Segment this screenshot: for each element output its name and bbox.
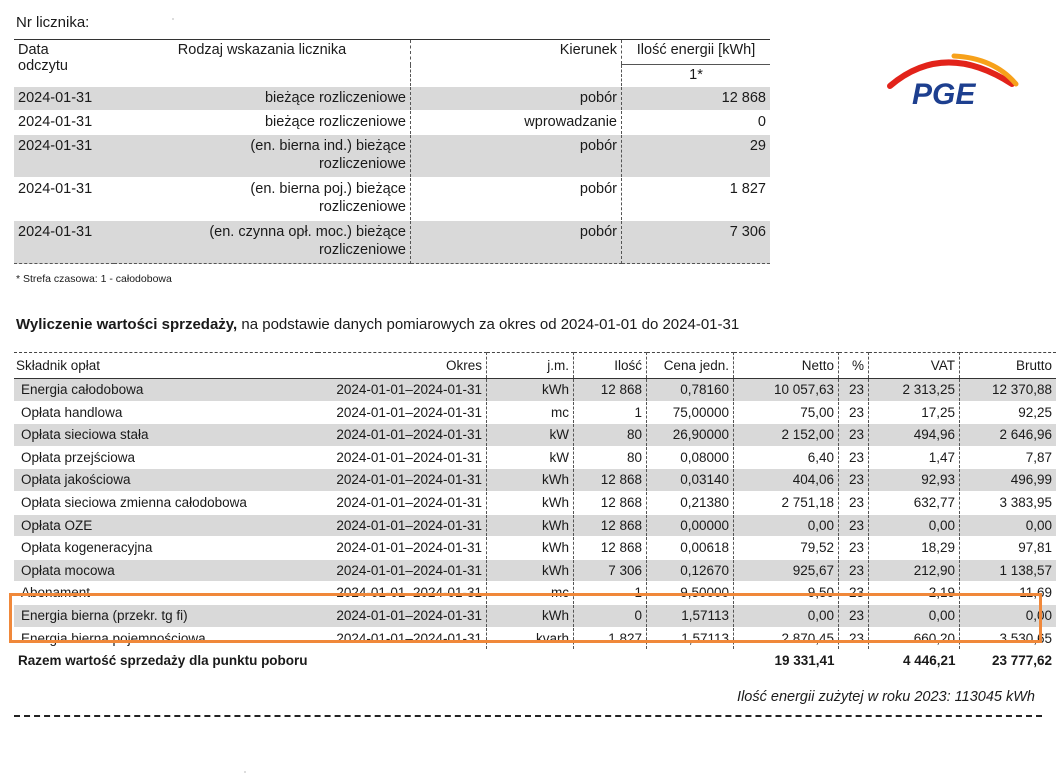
meter-number-label: Nr licznika: — [16, 14, 90, 31]
cell-gross: 97,81 — [960, 537, 1057, 560]
header-qty: Ilość — [574, 353, 647, 379]
calc-row — [14, 469, 1056, 492]
cell-pct: 23 — [839, 537, 869, 560]
meter-row: 2024-01-31 bieżące rozliczeniowe wprowadzanie 0 — [14, 111, 770, 135]
cell-price: 75,00000 — [647, 401, 734, 424]
cell-unit: kWh — [487, 469, 574, 492]
cell-period: 2024-01-01–2024-01-31 — [318, 604, 487, 627]
cell-vat: 212,90 — [869, 559, 960, 582]
calc-row — [14, 379, 1056, 402]
cell-pct: 23 — [839, 446, 869, 469]
cell-component: Abonament — [14, 582, 318, 605]
cell-gross: 496,99 — [960, 469, 1057, 492]
cell-gross: 12 370,88 — [960, 379, 1057, 402]
cell-gross: 0,00 — [960, 514, 1057, 537]
cell-qty: 12 868 — [574, 491, 647, 514]
calc-row — [14, 582, 1056, 605]
meter-row: 2024-01-31 (en. czynna opł. moc.) bieżące rozliczeniowe pobór 7 306 — [14, 221, 770, 264]
cell-price: 1,57113 — [647, 604, 734, 627]
total-label: Razem wartość sprzedaży dla punktu poboru — [14, 650, 734, 672]
cell-pct: 23 — [839, 604, 869, 627]
cell-qty: 80 — [574, 446, 647, 469]
total-gross: 23 777,62 — [960, 650, 1057, 672]
header-net: Netto — [734, 353, 839, 379]
calc-row — [14, 514, 1056, 537]
cell-unit: kWh — [487, 604, 574, 627]
cell-gross: 2 646,96 — [960, 424, 1057, 447]
cell-qty: 12 868 — [574, 379, 647, 402]
cell-qty: 1 827 — [574, 627, 647, 650]
cell-gross: 3 530,65 — [960, 627, 1057, 650]
bottom-divider — [14, 715, 1042, 717]
total-row — [14, 650, 1056, 672]
calc-title: Wyliczenie wartości sprzedaży, na podstawie danych pomiarowych za okres od 2024-01-01 do 2024-01-31 — [16, 316, 740, 333]
cell-period: 2024-01-01–2024-01-31 — [318, 582, 487, 605]
cell-component: Energia bierna (przekr. tg fi) — [14, 604, 318, 627]
cell-net: 10 057,63 — [734, 379, 839, 402]
calc-row — [14, 401, 1056, 424]
header-unit: j.m. — [487, 353, 574, 379]
cell-qty: 1 — [574, 582, 647, 605]
cell-period: 2024-01-01–2024-01-31 — [318, 469, 487, 492]
cell-unit: kWh — [487, 491, 574, 514]
cell-pct: 23 — [839, 424, 869, 447]
cell-qty: 80 — [574, 424, 647, 447]
header-pct: % — [839, 353, 869, 379]
cell-price: 0,21380 — [647, 491, 734, 514]
calc-row — [14, 446, 1056, 469]
cell-component: Opłata jakościowa — [14, 469, 318, 492]
cell-price: 26,90000 — [647, 424, 734, 447]
header-zone: 1* — [622, 65, 771, 87]
cell-unit: kW — [487, 424, 574, 447]
cell-net: 9,50 — [734, 582, 839, 605]
logo-text: PGE — [912, 78, 976, 111]
cell-period: 2024-01-01–2024-01-31 — [318, 379, 487, 402]
calc-row — [14, 627, 1056, 650]
cell-component: Opłata przejściowa — [14, 446, 318, 469]
cell-vat: 494,96 — [869, 424, 960, 447]
cell-vat: 2 313,25 — [869, 379, 960, 402]
cell-component: Opłata sieciowa stała — [14, 424, 318, 447]
cell-qty: 0 — [574, 604, 647, 627]
cell-period: 2024-01-01–2024-01-31 — [318, 446, 487, 469]
cell-net: 2 751,18 — [734, 491, 839, 514]
cell-price: 0,03140 — [647, 469, 734, 492]
cell-net: 0,00 — [734, 514, 839, 537]
cell-vat: 1,47 — [869, 446, 960, 469]
cell-gross: 3 383,95 — [960, 491, 1057, 514]
meter-readings-table — [14, 39, 770, 264]
cell-pct: 23 — [839, 582, 869, 605]
header-energy: Ilość energii [kWh] — [622, 40, 771, 65]
cell-period: 2024-01-01–2024-01-31 — [318, 491, 487, 514]
scan-speck — [172, 18, 174, 20]
cell-vat: 632,77 — [869, 491, 960, 514]
calc-row — [14, 424, 1056, 447]
yearly-usage: Ilość energii zużytej w roku 2023: 113045 kWh — [737, 689, 1035, 705]
cell-gross: 1 138,57 — [960, 559, 1057, 582]
header-price: Cena jedn. — [647, 353, 734, 379]
cell-component: Opłata kogeneracyjna — [14, 537, 318, 560]
cell-qty: 12 868 — [574, 537, 647, 560]
cell-period: 2024-01-01–2024-01-31 — [318, 537, 487, 560]
total-vat: 4 446,21 — [869, 650, 960, 672]
cell-pct: 23 — [839, 401, 869, 424]
header-date: Data odczytu — [14, 40, 114, 87]
cell-net: 0,00 — [734, 604, 839, 627]
cell-vat: 660,20 — [869, 627, 960, 650]
cell-unit: mc — [487, 401, 574, 424]
cell-component: Opłata mocowa — [14, 559, 318, 582]
cell-period: 2024-01-01–2024-01-31 — [318, 401, 487, 424]
cell-unit: kWh — [487, 379, 574, 402]
footnote: * Strefa czasowa: 1 - całodobowa — [16, 273, 172, 285]
header-type: Rodzaj wskazania licznika — [114, 40, 411, 87]
cell-qty: 12 868 — [574, 514, 647, 537]
cell-pct: 23 — [839, 469, 869, 492]
cell-net: 79,52 — [734, 537, 839, 560]
cell-component: Opłata handlowa — [14, 401, 318, 424]
cell-component: Energia całodobowa — [14, 379, 318, 402]
cell-price: 0,00000 — [647, 514, 734, 537]
cell-pct: 23 — [839, 514, 869, 537]
cell-price: 0,12670 — [647, 559, 734, 582]
cell-unit: kWh — [487, 514, 574, 537]
cell-gross: 92,25 — [960, 401, 1057, 424]
meter-row: 2024-01-31 (en. bierna ind.) bieżące rozliczeniowe pobór 29 — [14, 135, 770, 178]
calc-row — [14, 604, 1056, 627]
cell-vat: 2,19 — [869, 582, 960, 605]
cell-price: 9,50000 — [647, 582, 734, 605]
cell-unit: kvarh — [487, 627, 574, 650]
cell-net: 75,00 — [734, 401, 839, 424]
cell-qty: 1 — [574, 401, 647, 424]
cell-net: 2 870,45 — [734, 627, 839, 650]
header-direction: Kierunek — [411, 40, 622, 87]
cell-period: 2024-01-01–2024-01-31 — [318, 559, 487, 582]
header-component: Składnik opłat — [14, 353, 318, 379]
cell-unit: mc — [487, 582, 574, 605]
cell-pct: 23 — [839, 491, 869, 514]
calc-row — [14, 559, 1056, 582]
cell-gross: 7,87 — [960, 446, 1057, 469]
header-period: Okres — [318, 353, 487, 379]
cell-vat: 0,00 — [869, 514, 960, 537]
cell-period: 2024-01-01–2024-01-31 — [318, 627, 487, 650]
cell-net: 6,40 — [734, 446, 839, 469]
cell-price: 1,57113 — [647, 627, 734, 650]
scan-speck — [244, 771, 246, 773]
meter-row: 2024-01-31 (en. bierna poj.) bieżące rozliczeniowe pobór 1 827 — [14, 178, 770, 221]
cell-gross: 11,69 — [960, 582, 1057, 605]
cell-vat: 18,29 — [869, 537, 960, 560]
cell-pct: 23 — [839, 379, 869, 402]
cell-unit: kW — [487, 446, 574, 469]
cell-gross: 0,00 — [960, 604, 1057, 627]
pge-logo — [884, 46, 1024, 116]
header-vat: VAT — [869, 353, 960, 379]
cell-price: 0,08000 — [647, 446, 734, 469]
cell-net: 2 152,00 — [734, 424, 839, 447]
cell-pct: 23 — [839, 559, 869, 582]
cell-pct: 23 — [839, 627, 869, 650]
cell-net: 404,06 — [734, 469, 839, 492]
calc-row — [14, 491, 1056, 514]
cell-unit: kWh — [487, 559, 574, 582]
cell-vat: 17,25 — [869, 401, 960, 424]
cell-price: 0,00618 — [647, 537, 734, 560]
calc-table — [14, 352, 1056, 672]
cell-qty: 12 868 — [574, 469, 647, 492]
cell-unit: kWh — [487, 537, 574, 560]
cell-component: Opłata sieciowa zmienna całodobowa — [14, 491, 318, 514]
cell-vat: 92,93 — [869, 469, 960, 492]
header-gross: Brutto — [960, 353, 1057, 379]
cell-net: 925,67 — [734, 559, 839, 582]
cell-qty: 7 306 — [574, 559, 647, 582]
total-net: 19 331,41 — [734, 650, 839, 672]
calc-row — [14, 537, 1056, 560]
cell-price: 0,78160 — [647, 379, 734, 402]
cell-component: Opłata OZE — [14, 514, 318, 537]
meter-row: 2024-01-31 bieżące rozliczeniowe pobór 12 868 — [14, 87, 770, 111]
cell-vat: 0,00 — [869, 604, 960, 627]
cell-period: 2024-01-01–2024-01-31 — [318, 424, 487, 447]
cell-period: 2024-01-01–2024-01-31 — [318, 514, 487, 537]
cell-component: Energia bierna pojemnościowa — [14, 627, 318, 650]
